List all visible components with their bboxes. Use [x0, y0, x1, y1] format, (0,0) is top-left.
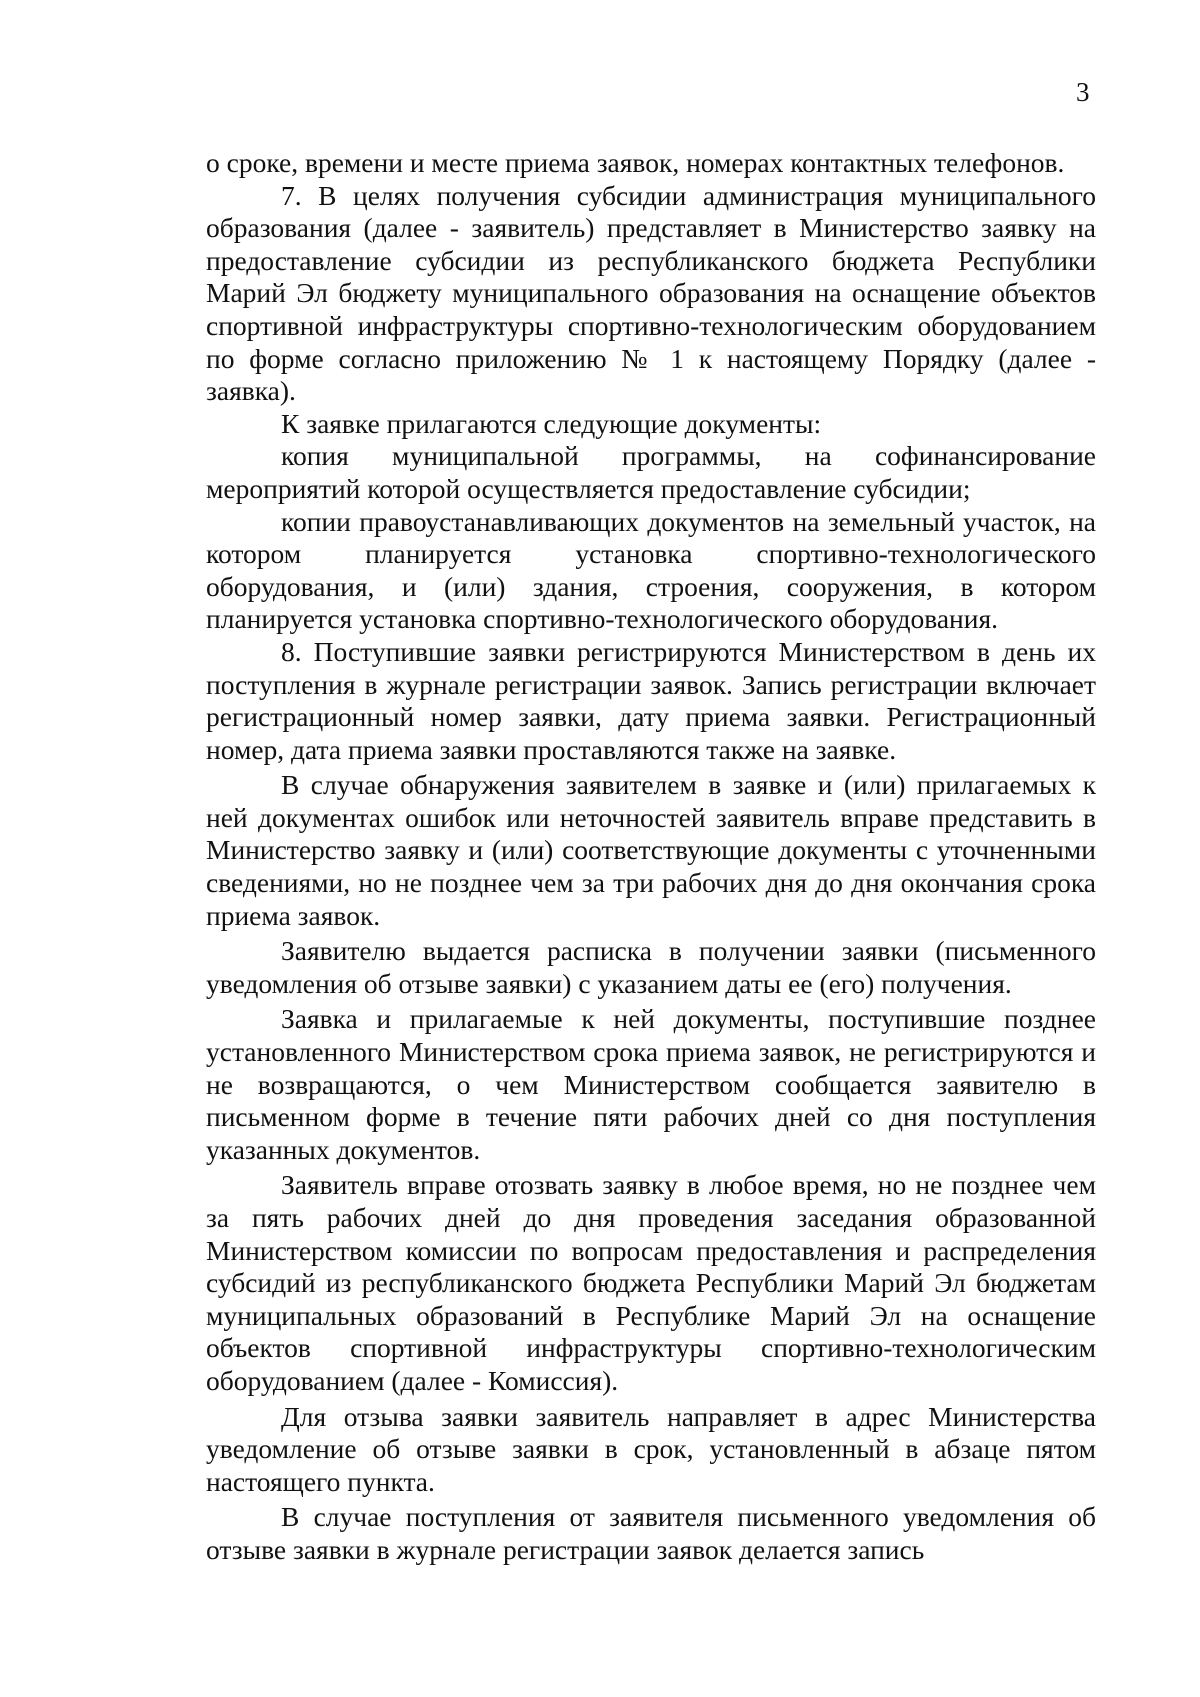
paragraph-withdrawal-record: В случае поступления от заявителя письменного уведомления об отзыве заявки в журнале регистрации заявок делается запись	[206, 1501, 1096, 1565]
paragraph-withdrawal-right: Заявитель вправе отозвать заявку в любое время, но не позднее чем за пять рабочих дней до дня проведения заседания образованной Министерством комиссии по вопросам предоставления и распределения субсидий из республиканского бюджета Республики Марий Эл бюджетам муниципальных образований в Республике Марий Эл на оснащение объектов спортивной инфраструктуры спортивно-технологическим оборудованием (далее - Комиссия).	[206, 1169, 1096, 1396]
paragraph-title-documents: копии правоустанавливающих документов на земельный участок, на котором планируется установка спортивно-технологического оборудования, и (или) здания, строения, сооружения, в котором планируется установка спортивно-технологического оборудования.	[206, 505, 1096, 635]
paragraph-item-7: 7. В целях получения субсидии администрация муниципального образования (далее - заявитель) представляет в Министерство заявку на предоставление субсидии из республиканского бюджета Республики Марий Эл бюджету муниципального образования на оснащение объектов спортивной инфраструктуры спортивно-технологическим оборудованием по форме согласно приложению № 1 к настоящему Порядку (далее - заявка).	[206, 179, 1096, 407]
document-body	[206, 147, 1096, 1567]
paragraph-receipt: Заявителю выдается расписка в получении заявки (письменного уведомления об отзыве заявки) с указанием даты ее (его) получения.	[206, 935, 1096, 999]
paragraph-continuation: о сроке, времени и месте приема заявок, номерах контактных телефонов.	[206, 147, 1065, 178]
paragraph-withdrawal-notice: Для отзыва заявки заявитель направляет в адрес Министерства уведомление об отзыве заявки в срок, установленный в абзаце пятом настоящего пункта.	[206, 1400, 1096, 1497]
paragraph-errors: В случае обнаружения заявителем в заявке и (или) прилагаемых к ней документах ошибок или неточностей заявитель вправе представить в Министерство заявку и (или) соответствующие документы с уточненными сведениями, но не позднее чем за три рабочих дня до дня окончания срока приема заявок.	[206, 769, 1096, 931]
paragraph-program-copy: копия муниципальной программы, на софинансирование мероприятий которой осуществляется предоставление субсидии;	[206, 440, 1096, 504]
paragraph-documents-intro: К заявке прилагаются следующие документы:	[281, 407, 822, 439]
page-number: 3	[1076, 77, 1090, 107]
paragraph-late-applications: Заявка и прилагаемые к ней документы, поступившие позднее установленного Министерством срока приема заявок, не регистрируются и не возвращаются, о чем Министерством сообщается заявителю в письменном форме в течение пяти рабочих дней со дня поступления указанных документов.	[206, 1003, 1096, 1165]
paragraph-item-8: 8. Поступившие заявки регистрируются Министерством в день их поступления в журнале регистрации заявок. Запись регистрации включает регистрационный номер заявки, дату приема заявки. Регистрационный номер, дата приема заявки проставляются также на заявке.	[206, 635, 1096, 765]
